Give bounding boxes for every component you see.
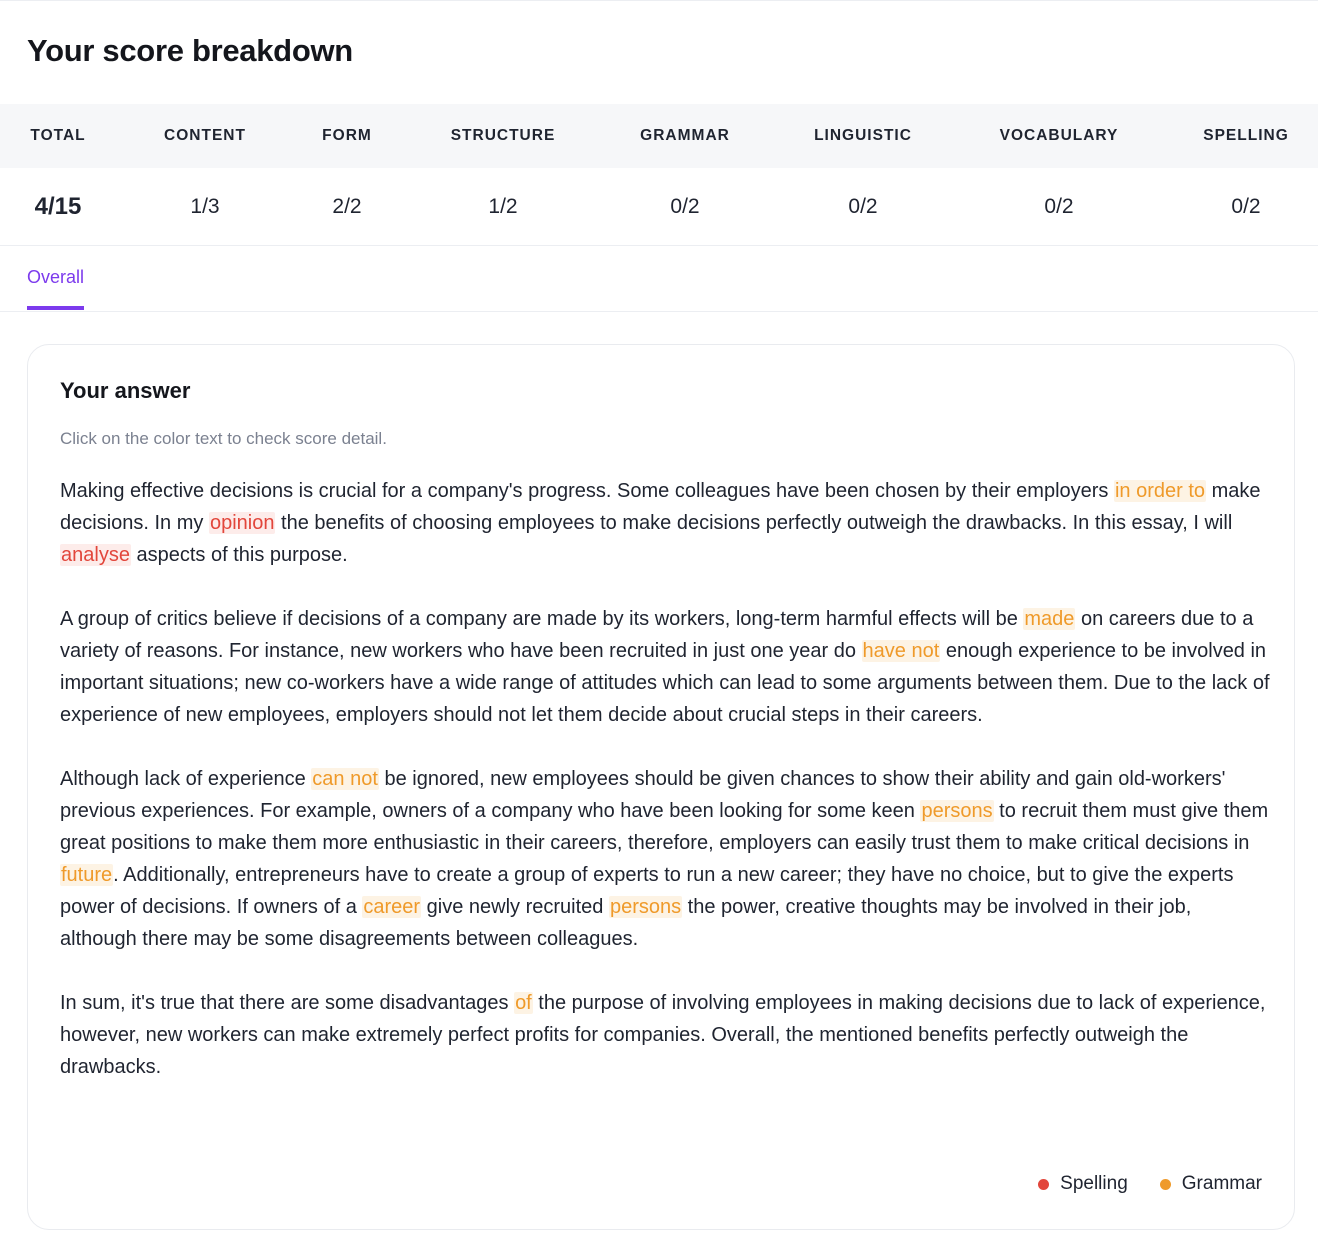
grammar-dot-icon bbox=[1160, 1179, 1171, 1190]
essay-text-segment: to recruit them must give them great positions to make them more enthusiastic in their careers, therefore, employers can easily trust them to make critical decisions in bbox=[60, 800, 1269, 854]
page-title: Your score breakdown bbox=[27, 33, 353, 68]
essay-paragraph bbox=[60, 603, 1270, 731]
header-grammar: GRAMMAR bbox=[640, 127, 730, 144]
header-content: CONTENT bbox=[164, 127, 246, 144]
answer-title: Your answer bbox=[60, 378, 191, 403]
grammar-highlight[interactable]: have not bbox=[862, 640, 940, 662]
score-table-values bbox=[0, 168, 1318, 246]
answer-hint: Click on the color text to check score detail. bbox=[60, 429, 387, 448]
essay-text-segment: on careers due to a variety of reasons. For instance, new workers who have been recruited in just one year do bbox=[60, 608, 1254, 662]
legend-item-spelling bbox=[1038, 1173, 1128, 1195]
grammar-highlight[interactable]: future bbox=[61, 864, 113, 886]
essay-text-segment: give newly recruited bbox=[421, 896, 609, 918]
legend-label-spelling: Spelling bbox=[1060, 1173, 1128, 1194]
score-total: 4/15 bbox=[34, 192, 82, 220]
legend-item-grammar bbox=[1160, 1173, 1262, 1195]
header-vocabulary: VOCABULARY bbox=[999, 127, 1119, 144]
essay-paragraph bbox=[60, 475, 1270, 571]
score-content: 1/3 bbox=[190, 194, 220, 218]
grammar-highlight[interactable]: persons bbox=[609, 896, 682, 918]
score-form: 2/2 bbox=[332, 194, 362, 218]
essay-paragraph bbox=[60, 987, 1270, 1083]
tab-overall[interactable]: Overall bbox=[27, 246, 84, 310]
essay-text-segment: enough experience to be involved in important situations; new co-workers have a wide range of attitudes which can lead to some arguments between them. Due to the lack of experience of new employees, employers should not let them decide about crucial steps in their careers. bbox=[60, 640, 1270, 726]
spelling-dot-icon bbox=[1038, 1179, 1049, 1190]
header-spelling: SPELLING bbox=[1203, 127, 1289, 144]
header-total: TOTAL bbox=[30, 127, 86, 144]
grammar-highlight[interactable]: in order to bbox=[1114, 480, 1206, 502]
tab-bar bbox=[0, 246, 1318, 312]
essay-text-segment: In sum, it's true that there are some disadvantages bbox=[60, 992, 515, 1014]
essay-text-segment: Making effective decisions is crucial for a company's progress. Some colleagues have been chosen by their employers bbox=[60, 480, 1114, 502]
score-linguistic: 0/2 bbox=[848, 194, 878, 218]
essay-text-segment: . Additionally, entrepreneurs have to create a group of experts to run a new career; they have no choice, but to give the experts power of decisions. If owners of a bbox=[60, 864, 1234, 918]
score-table bbox=[0, 104, 1318, 246]
essay-text-segment: the purpose of involving employees in making decisions due to lack of experience, however, new workers can make extremely perfect profits for companies. Overall, the mentioned benefits perfectly outweigh the drawbacks. bbox=[60, 992, 1266, 1078]
answer-card bbox=[27, 344, 1295, 1230]
essay-text-segment: Although lack of experience bbox=[60, 768, 312, 790]
legend bbox=[1038, 1173, 1262, 1195]
score-grammar: 0/2 bbox=[670, 194, 700, 218]
grammar-highlight[interactable]: persons bbox=[921, 800, 993, 822]
grammar-highlight[interactable]: made bbox=[1024, 608, 1075, 630]
grammar-highlight[interactable]: career bbox=[363, 896, 421, 918]
score-table-header bbox=[0, 104, 1318, 168]
legend-label-grammar: Grammar bbox=[1181, 1173, 1262, 1194]
grammar-highlight[interactable]: of bbox=[515, 992, 532, 1014]
header-linguistic: LINGUISTIC bbox=[814, 127, 912, 144]
score-structure: 1/2 bbox=[488, 194, 518, 218]
spelling-highlight[interactable]: opinion bbox=[209, 512, 275, 534]
essay-text-segment: aspects of this purpose. bbox=[130, 544, 348, 566]
essay-text-segment: be ignored, new employees should be given chances to show their ability and gain old-workers' previous experiences. For example, owners of a company who have been looking for some keen bbox=[60, 768, 1226, 822]
score-vocabulary: 0/2 bbox=[1044, 194, 1074, 218]
header-form: FORM bbox=[322, 127, 372, 144]
essay-text-segment: A group of critics believe if decisions of a company are made by its workers, long-term harmful effects will be bbox=[60, 608, 1024, 630]
essay-text-segment: make decisions. In my bbox=[60, 480, 1261, 534]
grammar-highlight[interactable]: can not bbox=[312, 768, 378, 790]
spelling-highlight[interactable]: analyse bbox=[61, 544, 130, 566]
score-spelling: 0/2 bbox=[1231, 194, 1261, 218]
header-structure: STRUCTURE bbox=[450, 127, 556, 144]
essay-paragraph bbox=[60, 763, 1270, 955]
essay-text-segment: the power, creative thoughts may be involved in their job, although there may be some disagreements between colleagues. bbox=[60, 896, 1192, 950]
essay-text bbox=[60, 475, 1270, 1115]
essay-text-segment: the benefits of choosing employees to make decisions perfectly outweigh the drawbacks. In this essay, I will bbox=[275, 512, 1233, 534]
